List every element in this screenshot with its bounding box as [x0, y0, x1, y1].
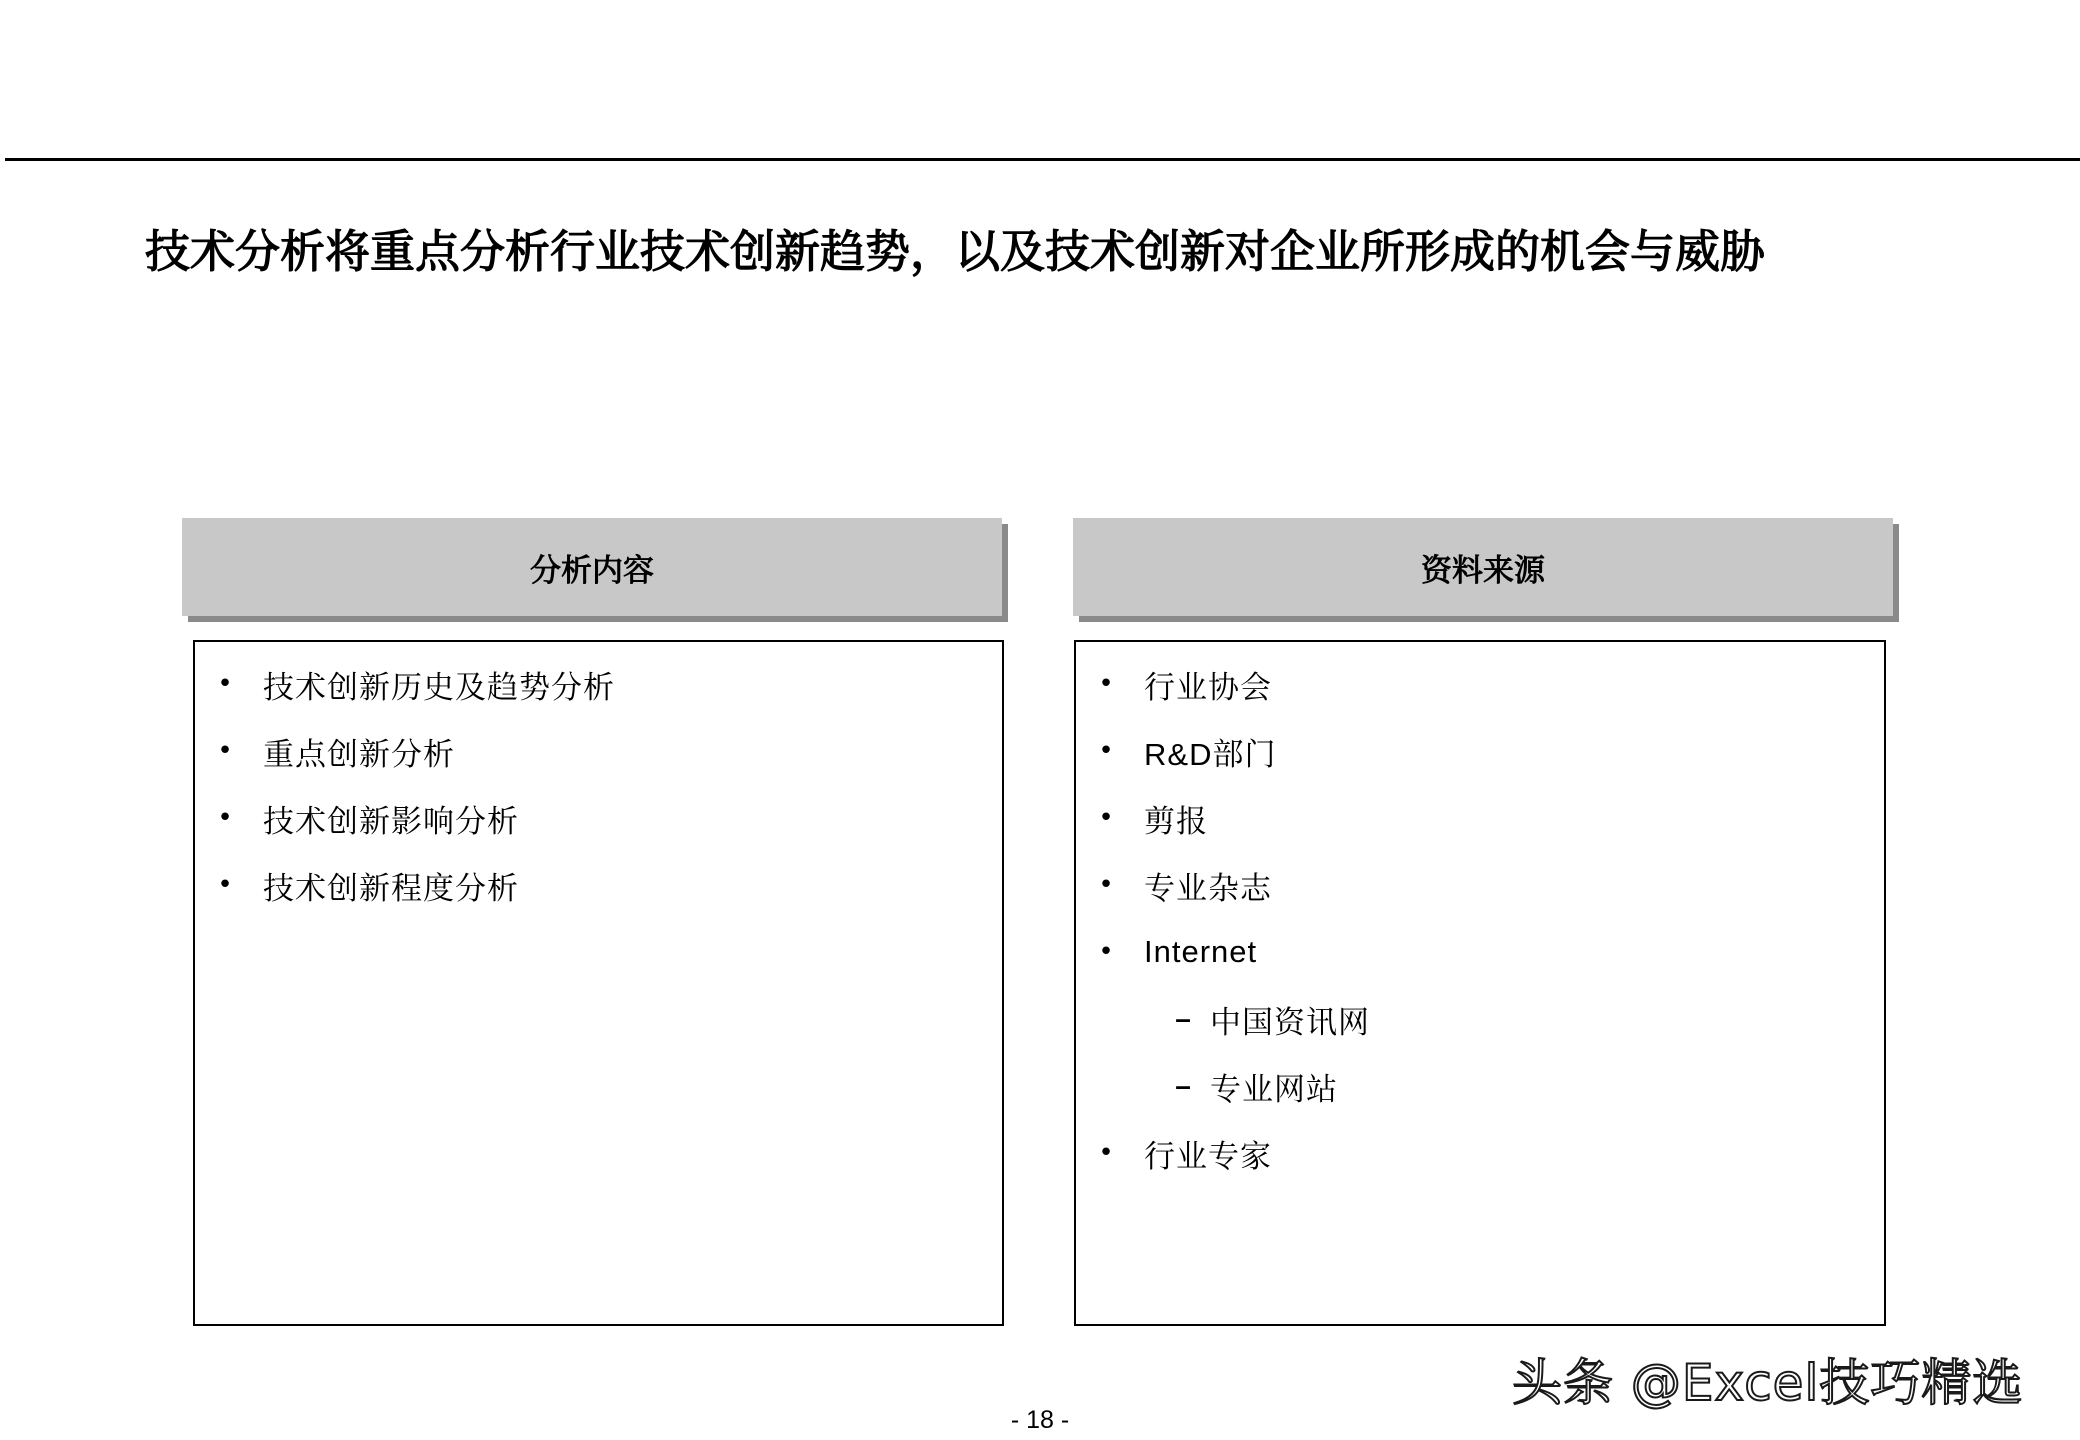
- dash-icon: –: [1175, 1070, 1191, 1101]
- sub-list-item-text: 专业网站: [1210, 1071, 1338, 1108]
- bullet-icon: •: [1098, 870, 1114, 900]
- bullet-icon: •: [217, 669, 233, 699]
- bullet-icon: •: [217, 803, 233, 833]
- bullet-icon: •: [1098, 803, 1114, 833]
- bullet-icon: •: [1098, 736, 1114, 766]
- list-item-text: 剪报: [1144, 803, 1208, 840]
- list-item-text: R&D部门: [1144, 736, 1277, 772]
- analysis-content-header: [182, 518, 1002, 616]
- data-sources-box: [1074, 640, 1886, 1326]
- list-item-text: 行业专家: [1144, 1138, 1272, 1175]
- sub-list-item-text: 中国资讯网: [1210, 1004, 1370, 1041]
- list-item-text: 重点创新分析: [263, 736, 455, 773]
- list-item-text: 行业协会: [1144, 669, 1272, 706]
- list-item-text: 技术创新程度分析: [263, 870, 519, 907]
- list-item-text: 技术创新历史及趋势分析: [263, 669, 615, 706]
- data-sources-header: [1073, 518, 1893, 616]
- data-sources-header-label: 资料来源: [1421, 552, 1545, 589]
- page-number: - 18 -: [1010, 1406, 1070, 1434]
- bullet-icon: •: [1098, 937, 1114, 967]
- dash-icon: –: [1175, 1003, 1191, 1034]
- bullet-icon: •: [1098, 1138, 1114, 1168]
- analysis-content-box: [193, 640, 1004, 1326]
- list-item-text: Internet: [1144, 934, 1258, 969]
- bullet-icon: •: [217, 736, 233, 766]
- watermark: 头条 @Excel技巧精选: [1512, 1354, 2024, 1412]
- list-item-text: 专业杂志: [1144, 870, 1272, 907]
- analysis-content-header-label: 分析内容: [530, 552, 654, 589]
- page-title: 技术分析将重点分析行业技术创新趋势，以及技术创新对企业所形成的机会与威胁: [145, 225, 1766, 278]
- bullet-icon: •: [1098, 669, 1114, 699]
- top-divider-line: [5, 158, 2080, 161]
- bullet-icon: •: [217, 870, 233, 900]
- list-item-text: 技术创新影响分析: [263, 803, 519, 840]
